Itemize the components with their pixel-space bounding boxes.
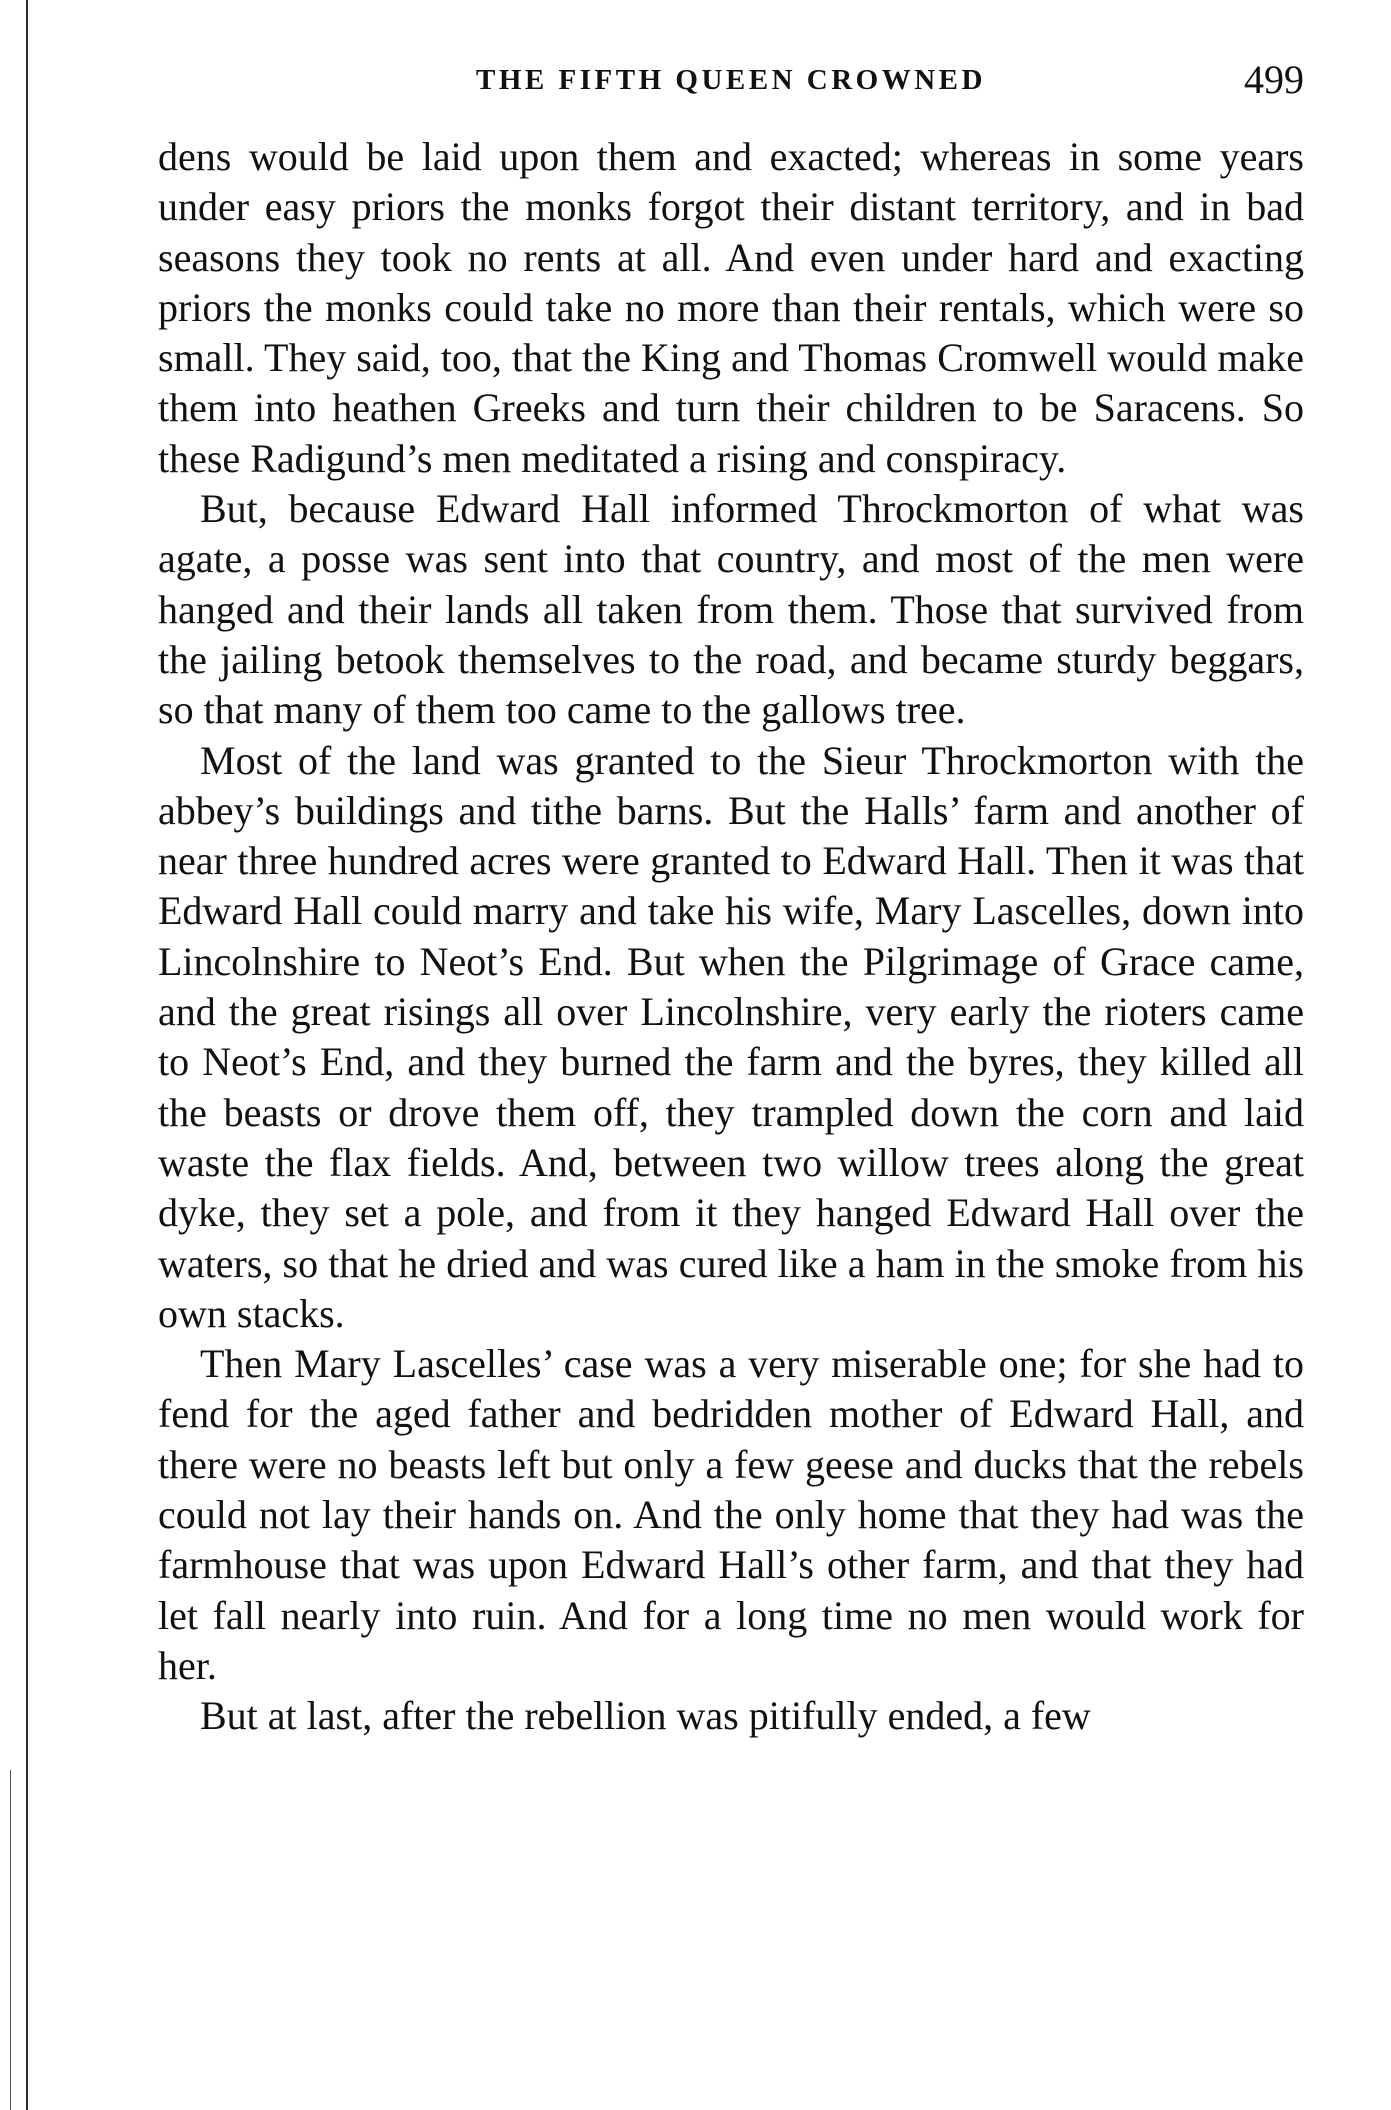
body-text: [158, 132, 1304, 1742]
paragraph-continued: dens would be laid upon them and exacted; whereas in some years under easy priors the monks forgot their distant territory, and in bad seasons they took no rents at all. And even under hard and exacting priors the monks could take no more than their rentals, which were so small. They said, too, that the King and Thomas Cromwell would make them into heathen Greeks and turn their children to be Saracens. So these Radigund’s men meditated a rising and conspiracy.: [158, 134, 1304, 481]
page-margin-rule: [26, 0, 28, 2110]
book-page: [158, 57, 1304, 1742]
page-header: [158, 57, 1304, 130]
running-head: THE FIFTH QUEEN CROWNED: [476, 64, 986, 96]
paragraph-final-line: But at last, after the rebellion was pitifully ended, a few: [200, 1693, 1091, 1739]
paragraph: But, because Edward Hall informed Throckmorton of what was agate, a posse was sent into that country, and most of the men were hanged and their lands all taken from them. Those that survived from the jailing betook themselves to the road, and became sturdy beggars, so that many of them too came to the gallows tree.: [158, 486, 1304, 733]
paragraph: Most of the land was granted to the Sieur Throckmorton with the abbey’s buildings and tithe barns. But the Halls’ farm and another of near three hundred acres were granted to Edward Hall. Then it was that Edward Hall could marry and take his wife, Mary Lascelles, down into Lincolnshire to Neot’s End. But when the Pilgrimage of Grace came, and the great risings all over Lincolnshire, very early the rioters came to Neot’s End, and they burned the farm and the byres, they killed all the beasts or drove them off, they trampled down the corn and laid waste the flax fields. And, between two willow trees along the great dyke, they set a pole, and from it they hanged Edward Hall over the waters, so that he dried and was cured like a ham in the smoke from his own stacks.: [158, 737, 1304, 1336]
paragraph: Then Mary Lascelles’ case was a very miserable one; for she had to fend for the aged father and bedridden mother of Edward Hall, and there were no beasts left but only a few geese and ducks that the rebels could not lay their hands on. And the only home that they had was the farmhouse that was upon Edward Hall’s other farm, and that they had let fall nearly into ruin. And for a long time no men would work for her.: [158, 1341, 1304, 1688]
page-margin-rule-inner: [10, 1770, 11, 2110]
page-number: 499: [1244, 57, 1304, 102]
